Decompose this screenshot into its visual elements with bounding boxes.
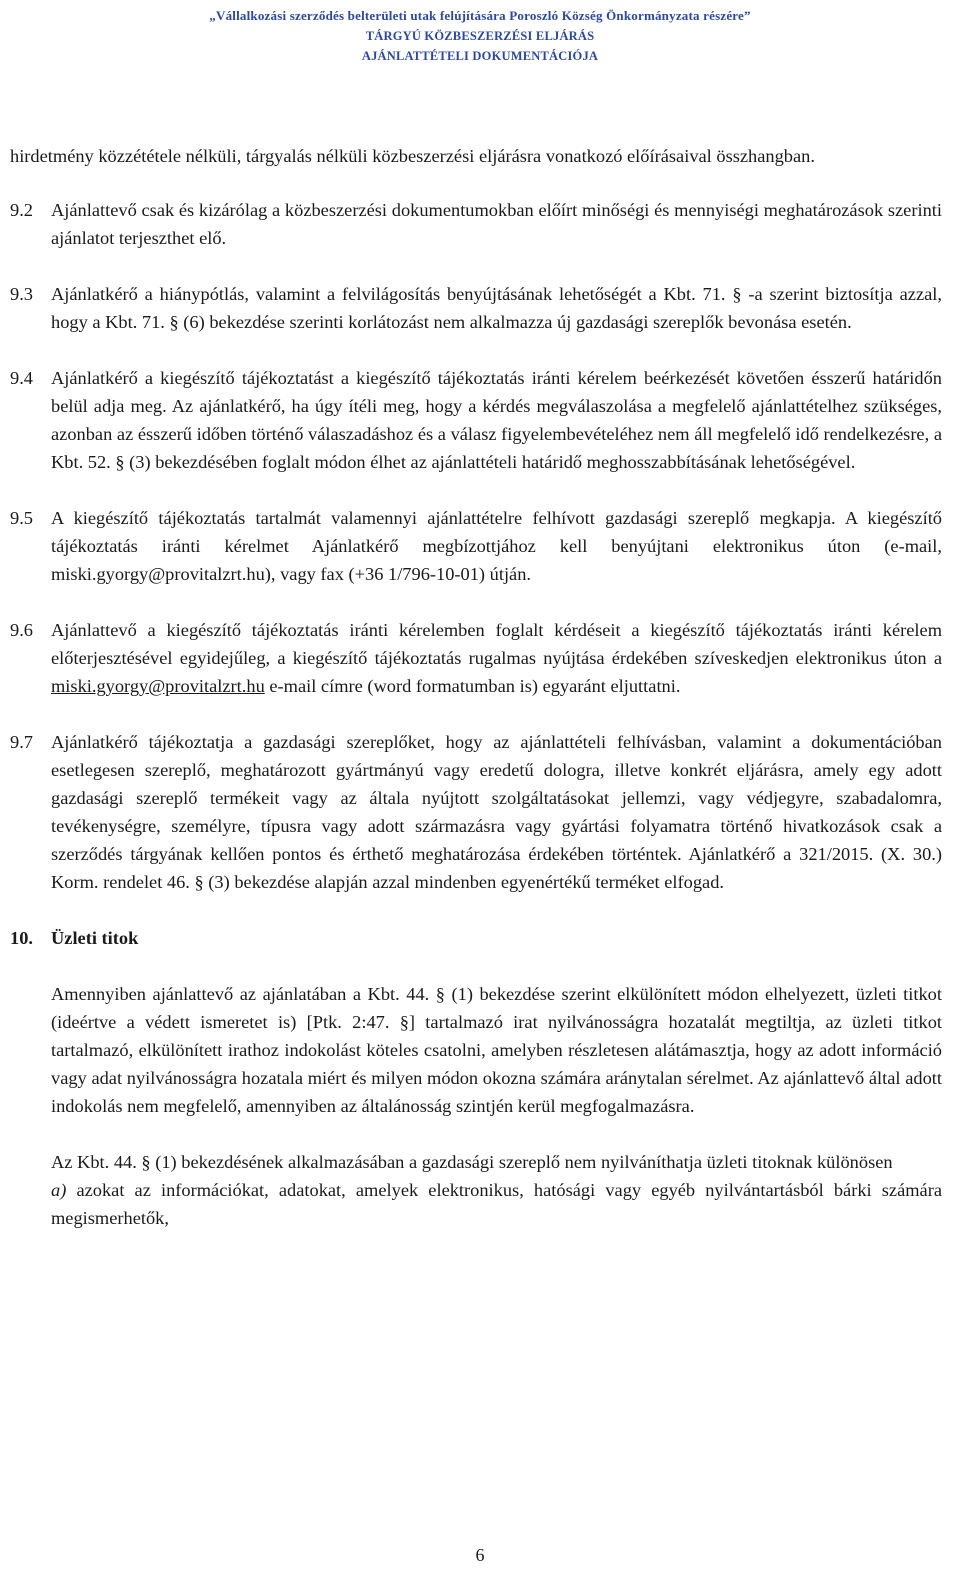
item-number: 9.3 [10, 284, 33, 304]
item-text: Ajánlatkérő a hiánypótlás, valamint a felvilágosítás benyújtásának lehetőségét a Kbt. 71. § -a szerint biztosítja azzal, hogy a Kbt. 71. § (6) bekezdése szerinti korlátozást nem alkalmazza új gazdasági szereplők bevonása esetén. [51, 284, 942, 332]
paragraph-text: Az Kbt. 44. § (1) bekezdésének alkalmazásában a gazdasági szereplő nem nyilváníthatja üzleti titoknak különösen [51, 1152, 893, 1172]
intro-paragraph: hirdetmény közzététele nélküli, tárgyalás nélküli közbeszerzési eljárásra vonatkozó előírásaival összhangban. [10, 146, 815, 166]
header-subtitle: TÁRGYÚ KÖZBESZERZÉSI ELJÁRÁS [365, 29, 595, 43]
item-text-before: Ajánlattevő a kiegészítő tájékoztatás iránti kérelemben foglalt kérdéseit a kiegészítő tájékoztatás iránti kérelem előterjesztésével egyidejűleg, a kiegészítő tájékoztatás rugalmas nyújtása érdekében szíveskedjen elektronikus úton a [51, 620, 942, 668]
item-text-after: e-mail címre (word formatumban is) egyaránt eljuttatni. [264, 676, 681, 696]
section-heading [10, 924, 942, 952]
list-label: a) [51, 1180, 67, 1200]
item-number: 9.4 [10, 368, 33, 388]
section-title: Üzleti titok [51, 928, 139, 948]
email-link[interactable]: miski.gyorgy@provitalzrt.hu [51, 676, 265, 696]
section-item [10, 364, 942, 476]
section-item-9-7 [10, 728, 942, 896]
section-item [10, 280, 942, 336]
item-text [51, 616, 942, 700]
item-number: 9.6 [10, 620, 33, 640]
section-paragraph: Amennyiben ajánlattevő az ajánlatában a Kbt. 44. § (1) bekezdése szerint elkülönített módon elhelyezett, üzleti titkot (ideértve a védett ismeretet is) [Ptk. 2:47. §] tartalmazó irat nyilvánosságra hozatalát megtiltja, az üzleti titkot tartalmazó, elkülönített irathoz indokolást köteles csatolni, amelyben részletesen alátámasztja, hogy az adott információ vagy adat nyilvánosságra hozatala miért és milyen módon okozna számára aránytalan sérelmet. Az ajánlattevő által adott indokolás nem megfelelő, amennyiben az általánosság szintjén kerül megfogalmazásra. [51, 984, 942, 1116]
item-number: 9.7 [10, 732, 33, 752]
page-number: 6 [475, 1545, 485, 1565]
header-title: „Vállalkozási szerződés belterületi utak felújítására Poroszló Község Önkormányzata részére” [209, 8, 751, 23]
section-item-9-6 [10, 616, 942, 700]
header-doc-type: AJÁNLATTÉTELI DOKUMENTÁCIÓJA [361, 49, 599, 63]
section-paragraph [10, 1148, 942, 1232]
document-header [0, 6, 960, 66]
item-text: A kiegészítő tájékoztatás tartalmát valamennyi ajánlattételre felhívott gazdasági szereplő megkapja. A kiegészítő tájékoztatás iránti kérelmet Ajánlatkérő megbízottjához kell benyújtani elektronikus úton (e-mail, miski.gyorgy@provitalzrt.hu), vagy fax (+36 1/796-10-01) útján. [51, 508, 942, 584]
document-body [10, 142, 942, 1232]
section-item [10, 196, 942, 252]
section-item [10, 504, 942, 588]
item-number: 9.2 [10, 200, 33, 220]
item-text: Ajánlatkérő tájékoztatja a gazdasági szereplőket, hogy az ajánlattételi felhívásban, valamint a dokumentációban esetlegesen szereplő, meghatározott gyártmányú vagy eredetű dologra, illetve konkrét eljárásra, amely egy adott gazdasági szereplő termékeit vagy az általa nyújtott szolgáltatásokat jellemzi, vagy védjegyre, szabadalomra, tevékenységre, személyre, típusra vagy adott származásra vagy gyártási folyamatra történő hivatkozások csak a szerződés tárgyának kellően pontos és érthető meghatározása érdekében történtek. Ajánlatkérő a 321/2015. (X. 30.) Korm. rendelet 46. § (3) bekezdése alapján azzal mindenben egyenértékű terméket elfogad. [51, 732, 942, 892]
item-number: 9.5 [10, 508, 33, 528]
list-item [51, 1176, 942, 1232]
item-text: Ajánlatkérő a kiegészítő tájékoztatást a kiegészítő tájékoztatás iránti kérelem beérkezését követően ésszerű határidőn belül adja meg. Az ajánlatkérő, ha úgy ítéli meg, hogy a kérdés megválaszolása a megfelelő ajánlattételhez szükséges, azonban az ésszerű időben történő válaszadáshoz és a válasz figyelembevételéhez nem áll megfelelő idő rendelkezésre, a Kbt. 52. § (3) bekezdésében foglalt módon élhet az ajánlattételi határidő meghosszabbításának lehetőségével. [51, 368, 942, 472]
list-item-text: azokat az információkat, adatokat, amelyek elektronikus, hatósági vagy egyéb nyilvántartásból bárki számára megismerhetők, [51, 1180, 942, 1228]
item-text: Ajánlattevő csak és kizárólag a közbeszerzési dokumentumokban előírt minőségi és mennyiségi meghatározások szerinti ajánlatot terjeszthet elő. [51, 200, 942, 248]
section-number: 10. [10, 928, 33, 948]
